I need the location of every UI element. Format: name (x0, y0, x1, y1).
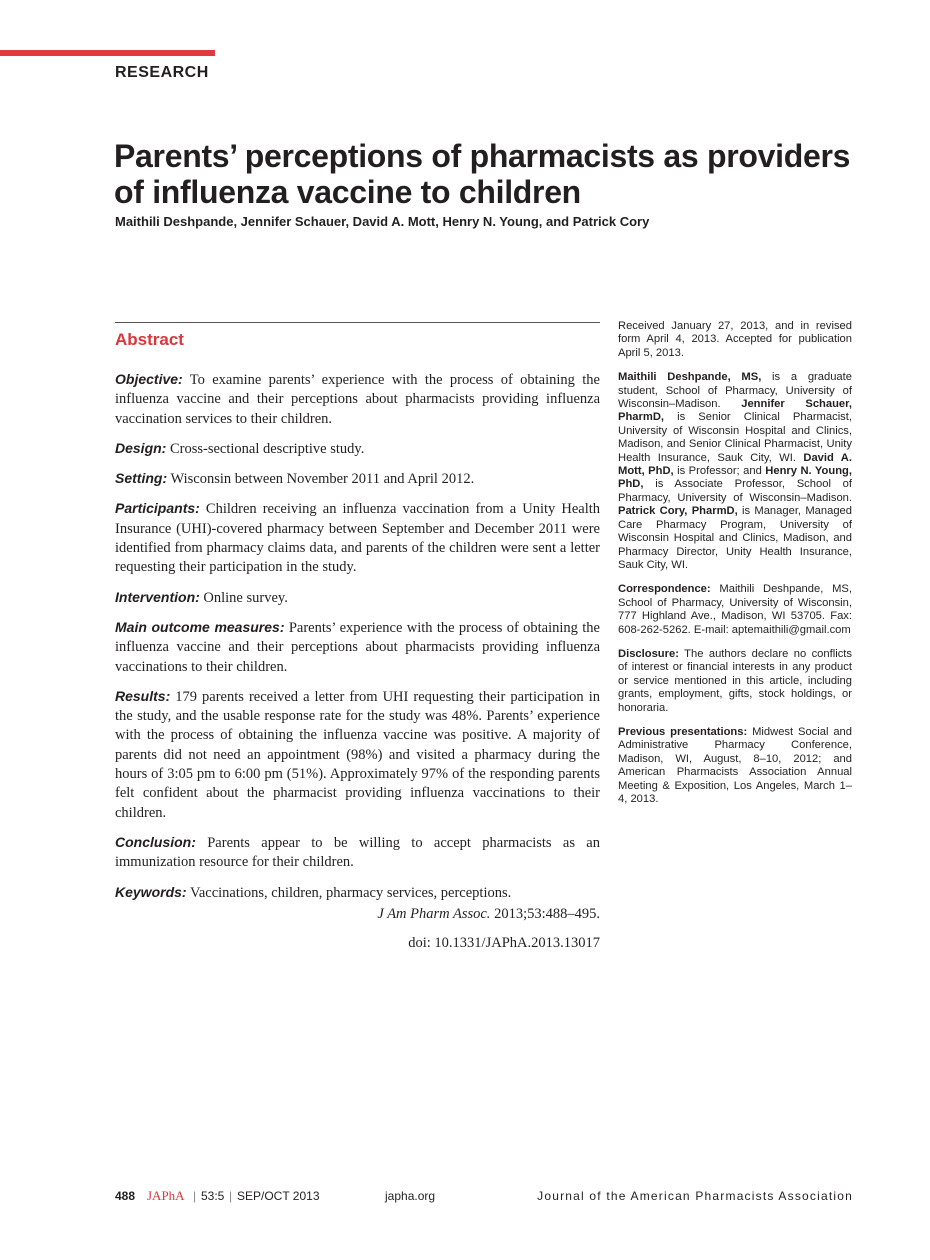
journal-abbreviation: JAPhA (147, 1188, 185, 1203)
abstract-participants: Participants: Children receiving an influenza vaccination from a Unity Health Insurance (UHI)-covered pharmacy between September and December 2011 were identified from pharmacy claims data, and parents of the children were sent a letter requesting their participation in the study. (115, 500, 601, 576)
correspondence: Correspondence: Maithili Deshpande, MS, School of Pharmacy, University of Wisconsin, 777 Highland Ave., Madison, WI 53705. Fax: 608-262-5262. E-mail: aptemaithili@gmail.com (618, 583, 852, 636)
previous-presentations: Previous presentations: Midwest Social and Administrative Pharmacy Conference, Madison, WI, August, 8–10, 2012; and American Pharmacists Association Annual Meeting & Exposition, Los Angeles, March 1–4, 2013. (618, 725, 852, 805)
header-accent-bar (0, 50, 215, 56)
abstract-setting: Setting: Wisconsin between November 2011 and April 2012. (115, 470, 475, 488)
disclosure: Disclosure: The authors declare no conflicts of interest or financial interests in any product or service mentioned in this article, including grants, employment, gifts, stock holdings, or honoraria. (618, 647, 852, 714)
author-list: Maithili Deshpande, Jennifer Schauer, David A. Mott, Henry N. Young, and Patrick Cory (115, 214, 650, 229)
citation: J Am Pharm Assoc. 2013;53:488–495. (377, 905, 600, 922)
footer-separator: | (193, 1189, 197, 1203)
abstract-heading: Abstract (115, 330, 184, 349)
abstract-keywords: Keywords: Vaccinations, children, pharmacy services, perceptions. (115, 883, 512, 901)
journal-website[interactable]: japha.org (385, 1189, 436, 1203)
abstract-main-outcome: Main outcome measures: Parents’ experience with the process of obtaining the influenza vaccine and their perceptions about pharmacists providing influenza vaccinations to their children. (115, 618, 600, 675)
abstract-conclusion: Conclusion: Parents appear to be willing to accept pharmacists as an immunization resource for their children. (115, 833, 600, 871)
abstract-body (115, 370, 600, 963)
footer-separator: | (229, 1189, 233, 1203)
journal-full-name: Journal of the American Pharmacists Association (537, 1189, 853, 1203)
abstract-results: Results: 179 parents received a letter from UHI requesting their participation in the study, and the usable response rate for the study was 48%. Parents’ experience with the process of obtaining the influenza vaccine was positive. A majority of parents did not need an appointment (98%) and visited a pharmacy during the hours of 3:05 pm to 6:00 pm (51%). Approximately 97% of the responding parents felt confident about the pharmacist providing influenza vaccinations to their children. (115, 687, 600, 821)
author-affiliations: Maithili Deshpande, MS, is a graduate student, School of Pharmacy, University of Wisconsin–Madison. Jennifer Schauer, PharmD, is Senior Clinical Pharmacist, University of Wisconsin Hospital and Clinics, Madison, and Senior Clinical Pharmacist, Unity Health Insurance, Sauk City, WI. David A. Mott, PhD, is Professor; and Henry N. Young, PhD, is Associate Professor, School of Pharmacy, University of Wisconsin–Madison. Patrick Cory, PharmD, is Manager, Managed Care Pharmacy Program, University of Wisconsin Hospital and Clinics, Madison, and Pharmacy Director, Unity Health Insurance, Sauk City, WI. (618, 371, 852, 571)
abstract-intervention: Intervention: Online survey. (115, 588, 288, 606)
article-title: Parents’ perceptions of pharmacists as providers of influenza vaccine to children (114, 138, 851, 210)
article-info-sidebar (618, 320, 852, 817)
abstract-design: Design: Cross-sectional descriptive study. (115, 439, 365, 457)
volume-issue: 53:5 (201, 1189, 225, 1203)
received-dates: Received January 27, 2013, and in revised form April 4, 2013. Accepted for publication April 5, 2013. (618, 320, 852, 359)
abstract-divider (115, 322, 600, 323)
section-label: RESEARCH (115, 64, 209, 81)
issue-date: SEP/OCT 2013 (237, 1189, 320, 1203)
page-footer (115, 1189, 855, 1205)
page-number: 488 (115, 1189, 136, 1203)
abstract-objective: Objective: To examine parents’ experience with the process of obtaining the influenza vaccine and their perceptions about pharmacists providing influenza vaccination services to their children. (115, 371, 600, 427)
doi: doi: 10.1331/JAPhA.2013.13017 (408, 934, 600, 951)
